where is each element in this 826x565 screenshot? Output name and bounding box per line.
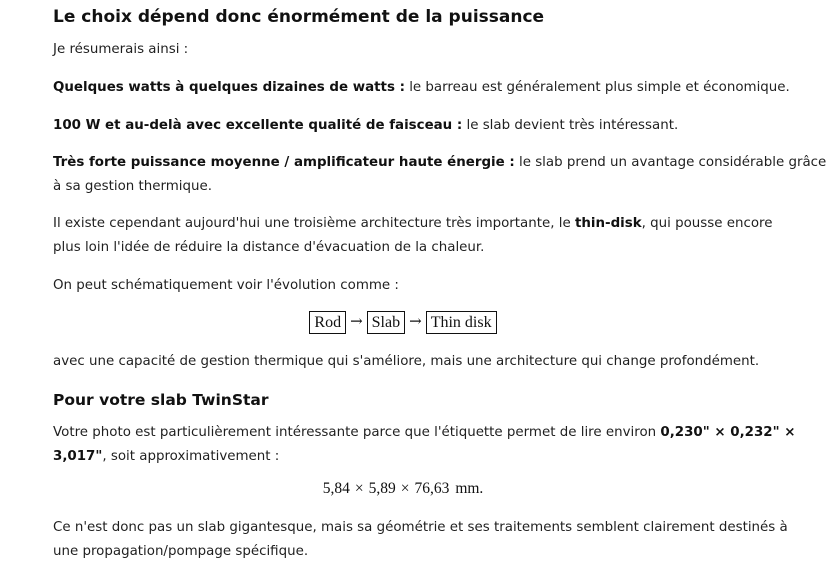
power-item-high: [53, 151, 826, 199]
times-sign: ×: [400, 480, 410, 497]
evolution-step-thin-disk: Thin disk: [426, 311, 497, 334]
thin-disk-text-start: Il existe cependant aujourd'hui une troisième architecture très importante, le: [53, 216, 575, 231]
photo-paragraph: [53, 421, 796, 469]
power-item-high-text-cont: à sa gestion thermique.: [53, 179, 213, 194]
section-heading-twinstar: Pour votre slab TwinStar: [53, 391, 269, 409]
evolution-intro: On peut schématiquement voir l'évolution comme :: [53, 278, 399, 293]
evolution-step-slab: Slab: [367, 311, 405, 334]
power-item-medium-text: le slab devient très intéressant.: [462, 118, 679, 133]
dimensions-formula: [53, 480, 753, 498]
power-item-medium-label: 100 W et au-delà avec excellente qualité de faisceau :: [53, 118, 463, 133]
power-item-low-label: Quelques watts à quelques dizaines de watts :: [53, 80, 405, 95]
thin-disk-text-line2: plus loin l'idée de réduire la distance d'évacuation de la chaleur.: [53, 240, 485, 255]
photo-text-start: Votre photo est particulièrement intéressante parce que l'étiquette permet de lire environ: [53, 425, 661, 440]
thin-disk-text-end: , qui pousse encore: [641, 216, 773, 231]
intro-paragraph: Je résumerais ainsi :: [53, 42, 189, 57]
dim-height: 5,89: [368, 480, 396, 497]
power-item-high-text: le slab prend un avantage considérable grâce: [514, 155, 826, 170]
section-heading-power: Le choix dépend donc énormément de la puissance: [53, 7, 545, 27]
power-item-low-text: le barreau est généralement plus simple et économique.: [404, 80, 790, 95]
conclusion-line1: Ce n'est donc pas un slab gigantesque, mais sa géométrie et ses traitements semblent clairement destinés à: [53, 520, 788, 535]
conclusion-line2: une propagation/pompage spécifique.: [53, 544, 309, 559]
thin-disk-paragraph: [53, 212, 773, 260]
evolution-formula: [53, 311, 753, 334]
photo-dims-inches-2: 3,017": [53, 449, 103, 464]
dim-width: 5,84: [322, 480, 350, 497]
arrow-right-icon: →: [350, 312, 363, 330]
power-item-medium: [53, 114, 753, 138]
dim-length: 76,63: [414, 480, 450, 497]
power-item-low: [53, 76, 790, 100]
power-item-high-label: Très forte puissance moyenne / amplificateur haute énergie :: [53, 155, 515, 170]
arrow-right-icon: →: [409, 312, 422, 330]
conclusion-paragraph: [53, 516, 788, 564]
thin-disk-term: thin-disk: [574, 216, 642, 231]
photo-text-end: , soit approximativement :: [102, 449, 280, 464]
dim-unit: mm.: [455, 480, 484, 497]
evolution-after: avec une capacité de gestion thermique qui s'améliore, mais une architecture qui change profondément.: [53, 354, 760, 369]
photo-dims-inches-1: 0,230" × 0,232" ×: [660, 425, 796, 440]
evolution-step-rod: Rod: [309, 311, 346, 334]
times-sign: ×: [354, 480, 364, 497]
